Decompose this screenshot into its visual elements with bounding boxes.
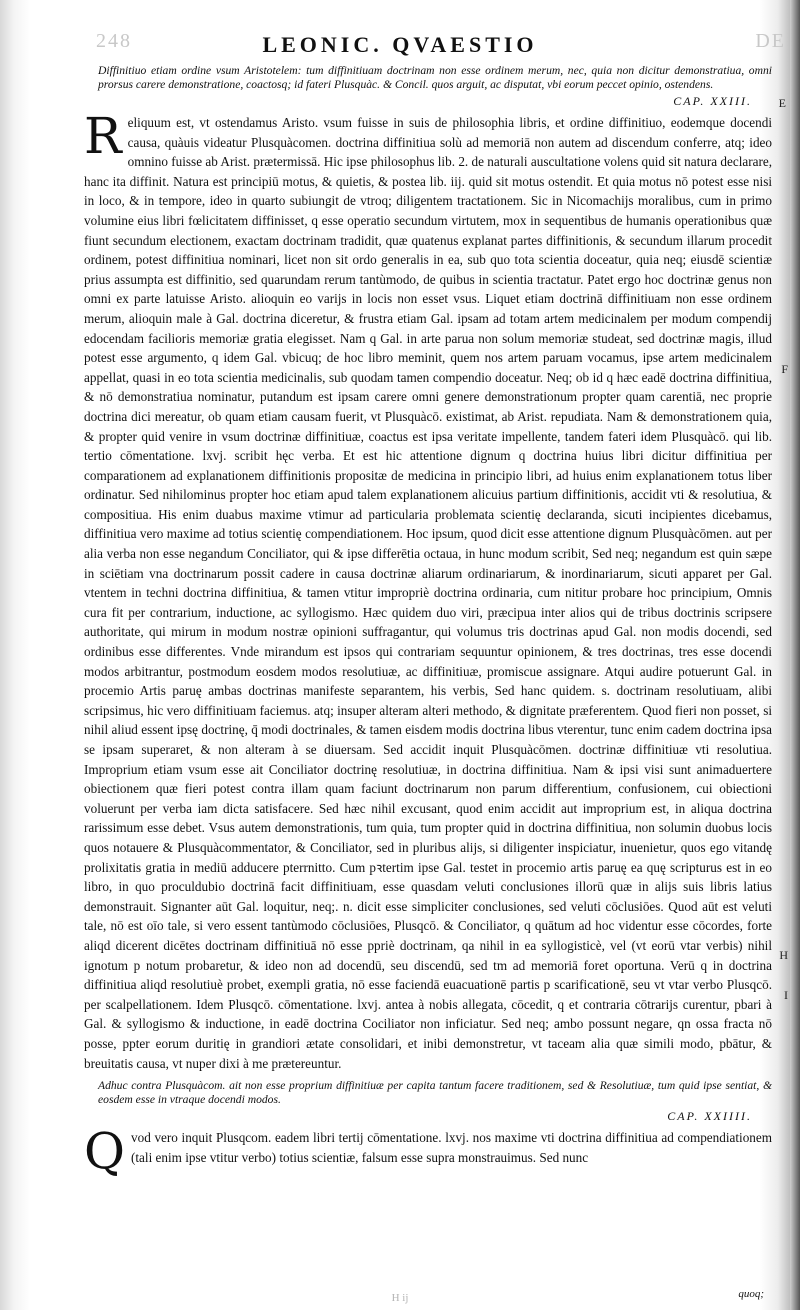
page-edge-shadow bbox=[790, 0, 800, 1310]
margin-letter: I bbox=[784, 988, 788, 1002]
drop-capital: R bbox=[84, 107, 122, 165]
margin-letter: E bbox=[778, 96, 786, 110]
chapter-body-next-text: vod vero inquit Plusqcom. eadem libri tertij cōmentatione. lxvj. nos maxime vti doctrina diffinitiua ad compendiationem (tali enim ipse vtitur verbo) totius scientiæ, falsum esse supra monstrauimus. Sed nunc bbox=[131, 1130, 772, 1165]
chapter-number-next: CAP. XXIIII. bbox=[667, 1109, 752, 1124]
text-block bbox=[84, 64, 772, 1181]
bleed-through-text: 248 bbox=[96, 30, 132, 52]
bleed-through-text-right: DE bbox=[755, 30, 786, 52]
drop-capital-next: Q bbox=[84, 1122, 125, 1181]
chapter-number: CAP. XXIII. bbox=[673, 94, 752, 108]
chapter-body-text: eliquum est, vt ostendamus Aristo. vsum fuisse in suis de philosophia libris, et ordine diffinitiuo, eodemque docendi causa, quàuis videatur Plusquàcomen. doctrina diffinitiua solù ad memoriā non autem ad discendum conferre, atq; ideo omnino fuisse ab Arist. prætermissā. Hic ipse philosophus lib. 2. de naturali auscultatione volens quid sit natura declarare, hanc ita diffinit. Natura est principiū motus, & quietis, & postea lib. iij. quid sit motus ostendit. Et quia motus nō potest esse nisi in loco, & in tempore, ideo in quarto subiungit de vtroq; diligentem tractationem. Sic in Nicomachijs moralibus, cum in primo volumine eius libri fœlicitatem diffinisset, q esse operatio secundum virtutem, mox in sequentibus de humanis operationibus quæ fiunt secundum electionem, exactam doctrinam tradidit, quæ quatenus explanat partes diffinitionis, & secundum illarum procedit ordinem, potest diffinitiua nominari, licet non sit ordo generalis in ea, sub quo tota scientia doceatur, quia neq; eiusdē scientiæ prius assumpta est diffinitio, sed quarundam rerum tantùmodo, de quibus in scientia tractatur. Patet ergo hoc doctrinæ genus non omni ex parte latuisse Aristo. alioquin eo varijs in locis non esset vsus. Liquet etiam doctrinā diffinitiuam non esse ordinem merum, alioquin male à Gal. doctrina diceretur, & frustra etiam Gal. ipsam ad totam artem medicinalem per modum compendij edocendam facilioris memoriæ gratia elegisset. Nam q Gal. in arte parua non solum memoriæ studeat, sed doctrinæ magis, illud potest esse argumento, q idem Gal. vbicuq; de hoc libro meminit, quem nos artem paruam vocamus, ipse artem medicinalem appellat, quasi in eo tota scientia medicinalis, sub quodam tamen compendio doceatur. Neq; ob id q hæc eadē doctrina diffinitiua, & nō demonstratiua nominatur, putandum est ipsam carere omni genere demonstrationum propter quam carentiā, nec proprie doctrina dici mereatur, ob quam etiam causam fuerit, vt Plusquàcō. existimat, ab Arist. repudiata. Nam & demonstrationem quia, & propter quid venire in vsum doctrinæ diffinitiuæ, coactus est ipsa veritate impellente, tandem fateri idem Plusquàcō. qui lib. tertio cōmentatione. lxvj. scribit hęc verba. Et est hic attentione dignum q doctrina huius libri dicitur diffinitiua per comparationem ad explanationem diffinitionis propositæ de medicina in principio libri, ad huius enim explanationem totus liber ordinatur. Sed nihilominus propter hoc etiam apud talem explanationem alicuius partium diffinitionis, accidit vti & resolutiua, & compositiua. His enim duabus maxime vtimur ad particularia problemata scientię declaranda, sicuti incipientes dicebamus, diffinitiua vero maxime ad totius scientię compendiationem. Hoc ipsum, quod dicit esse attentione dignum Plusquàcōmen. aut per alia verba non esse negandum Conciliator, qui & ipse differētia octaua, in hunc modum scribit, Sed neq; negandum est quin sæpe in sciētiam vna doctrinarum possit cadere in causa doctrinæ aliarum ordinariarum, & inordinariarum, sicuti apparet per Gal. vtentem in techni doctrina diffinitiua, & tamen vtitur impropriè doctrina ordinaria, cum nititur probare hoc principium, Omnis cura fit per contrarium, inductione, ac syllogismo. Hæc quidem duo viri, præcipua inter alios qui de tribus doctrinis scripsere authoritate, qui mirum in modum nostræ opinioni suffragantur, qui volumus tris doctrinas apud Gal. non modis docendi, sed ordinibus esse differentes. Vnde mirandum est ipsos qui contrariam sequuntur opinionem, & tres doctrinas, tres esse docendi modos arbitrantur, postmodum eosdem modos resolutiuæ, ac diffinitiuæ, promiscue assignare. Atqui audire potuerunt Gal. in procemio Artis paruę ambas doctrinas manifeste separantem, his verbis, Sed hanc quidem. s. doctrinam resolutiuam, alibi scripsimus, hic vero diffinitiuam faciemus. atq; insuper alteram alteri methodo, & dignitate præferentem. Quod fieri non posset, si nihil aliud essent ipsę doctrinę, q̄ modi doctrinales, & tamen eisdem modis doctrina libus vterentur, tunc enim cadem doctrina ipsa se ipsam superaret, & non alteram à se diuersam. Sed accidit inquit Plusquàcōmen. doctrinæ diffinitiuæ vti resolutiua. Improprium etiam vsum esse ait Conciliator doctrinę resolutiuæ, in doctrina diffinitiua. Nam & ipsi visi sunt animaduertere obiectionem quæ fieri potest contra illam quam faciunt doctrinarum non parum differentium, confusionem, cui obiectioni voluerunt per verba iam dicta satisfacere. Sed hæc nihil excusant, quod enim accidit aut improprium est, in aliqua doctrina rarissimum esse debet. Vsus autem demonstrationis, tum quia, tum propter quid in doctrina diffinitiua, non solumin duobus locis quos notauere & Plusquàcommentator, & Conciliator, sed in pluribus alijs, si diligenter inspiciatur, inuenietur, quos ego vitandę prolixitatis gratia in mediū adducere pterrnitto. Cum pꝛtertim ipse Gal. testet in procemio artis paruę ea quę scripturus est in eo libro, in quo proculdubio doctrinā facit diffinitiuam, esse quasdam veluti conclusiones illorū quæ in alijs suis libris latius demonstrauit. Signanter aūt Gal. loquitur, neq;. n. dicit esse simpliciter conclusiones, sed veluti cōclusiōes. Quod aūt est veluti tale, nō est oīo tale, si vero essent tantùmodo cōclusiōes, Plusqcō. & Conciliator, q quātum ad hoc videntur esse cōcordes, forte aliqd dicerent dicētes doctrinam diffinitiuā nō esse ppriè doctrinam, qa nihil in ea syllogisticè, vel (vt eorū vtar verbis) nihil ignotum p notum probaretur, & ideo non ad docendū, seu discendū, sed tm ad memoriā foret oportuna. Verū q in doctrina diffinitiua aliqd resolutiuè probet, exempli gratia, nō esse faciendā euacuationē partis p scarificationē, seu vt vtar verbo Plusqcō. per scalpellationem. Idem Plusqcō. cōmentatione. lxvj. antea à nobis allegata, cōcedit, q et contraria cōtrarijs curentur, pbari à Gal. & syllogismo & inductione, in eadē doctrina Cociliator non inficiatur. Sed neq; ambo possunt negare, qn ossa fracta nō posse, ppter eorum duritię in grandiori ætate consolidari, et inibi demonstretur, vt taceam alia quæ simili modo, pbātur, & breuitatis causa, vt nuper dixi à me prætereuntur. bbox=[84, 115, 772, 1071]
signature-mark: H ij bbox=[391, 1292, 409, 1304]
chapter-body-next bbox=[84, 1122, 772, 1181]
chapter-body bbox=[84, 107, 772, 1073]
catchword: quoq; bbox=[738, 1288, 764, 1300]
margin-letter: F bbox=[781, 362, 788, 376]
margin-letter: H bbox=[779, 948, 788, 962]
chapter-summary: Diffinitiuo etiam ordine vsum Aristotelem: tum diffinitiuam doctrinam non esse ordinem merum, nec, quia non dicitur demonstratiua, omni prorsus carere demonstratione, coactosq; id fateri Plusquàc. & Concil. quos arguit, ac disputat, vbi eorum peccet opinio, ostendens. bbox=[98, 64, 772, 91]
running-head: LEONIC. QVAESTIO bbox=[262, 32, 538, 57]
chapter-summary-next: Adhuc contra Plusquàcom. ait non esse proprium diffinitiuæ per capita tantum facere traditionem, sed & Resolutiuæ, tum quid ipse sentiat, & eosdem esse in vtraque docendi modos. bbox=[98, 1079, 772, 1107]
